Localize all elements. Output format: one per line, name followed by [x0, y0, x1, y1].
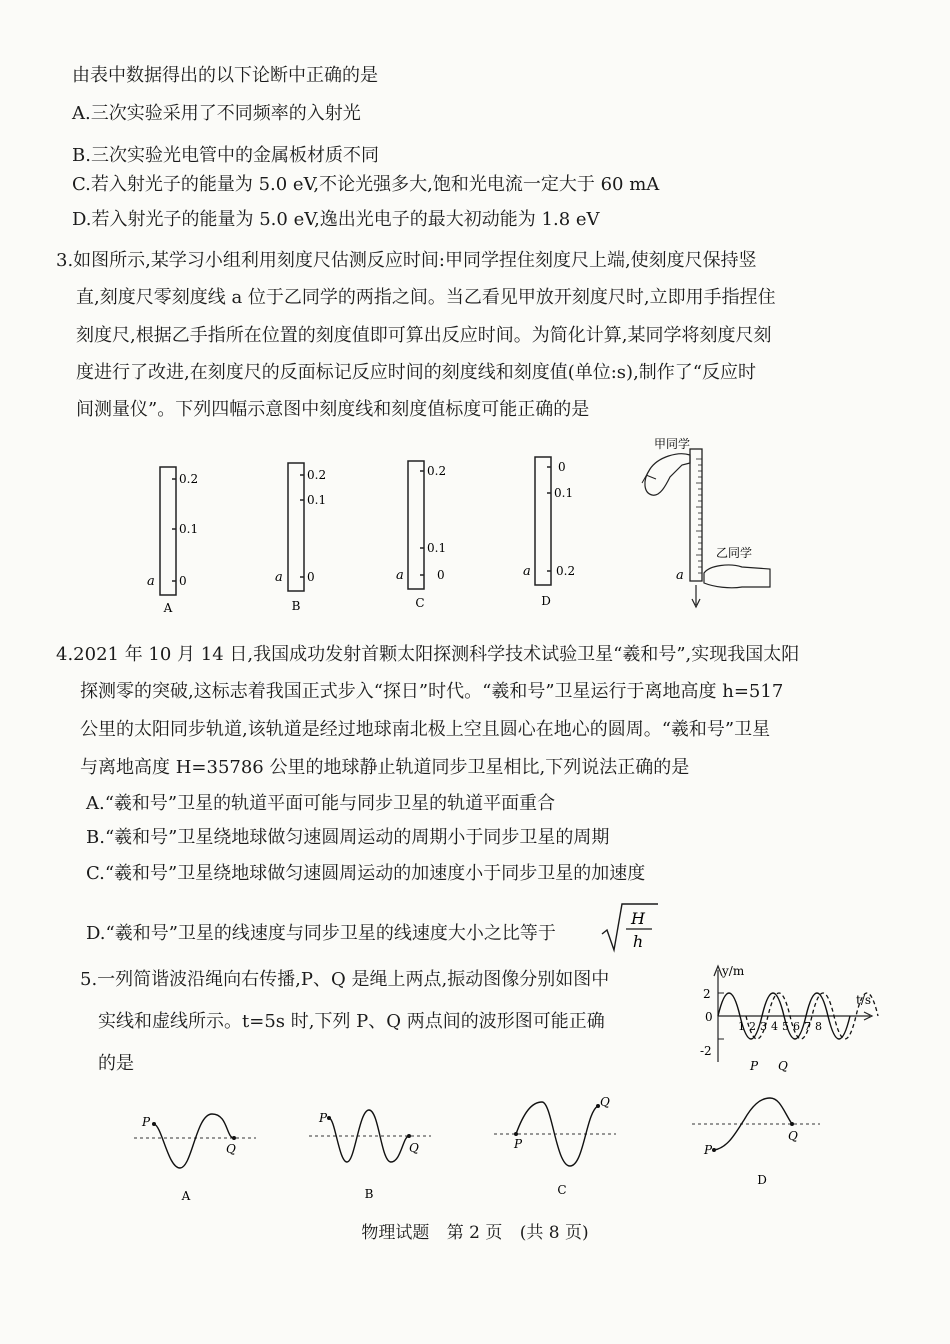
ruler-a-tick-mid: 0.1: [179, 522, 199, 536]
option-a-p: P: [142, 1115, 151, 1129]
option-c-p: P: [514, 1137, 523, 1151]
footer-subject: 物理试题: [361, 1223, 430, 1243]
ruler-b: [275, 463, 326, 613]
ruler-d-a-label: a: [523, 564, 531, 579]
q5-option-c-figure: [490, 1092, 620, 1202]
graph-t-tick-5: 5: [782, 1020, 789, 1033]
graph-y-tick-neg2: -2: [700, 1044, 712, 1058]
ruler-c-tick-top: 0.2: [427, 464, 447, 478]
q5-vibration-graph: [688, 958, 888, 1078]
ruler-d-tick-top: 0: [558, 460, 566, 474]
option-a-label: A: [181, 1189, 191, 1203]
option-a-q: Q: [226, 1142, 236, 1156]
q2-option-c: C.若入射光子的能量为 5.0 eV,不论光强多大,饱和光电流一定大于 60 mA: [72, 174, 660, 195]
ruler-a-a-label: a: [147, 574, 155, 589]
ruler-b-tick-bottom: 0: [307, 570, 315, 584]
ruler-d: [523, 457, 575, 608]
fraction-denominator: h: [632, 932, 644, 951]
q4-option-b: B.“羲和号”卫星绕地球做匀速圆周运动的周期小于同步卫星的周期: [86, 827, 610, 848]
ruler-d-label: D: [541, 594, 551, 608]
footer-total: (共 8 页): [519, 1223, 589, 1243]
ruler-b-tick-top: 0.2: [307, 468, 327, 482]
q5-option-d-figure: [688, 1092, 828, 1202]
ruler-c-tick-bottom: 0: [437, 568, 445, 582]
q4-line-1: 4.2021 年 10 月 14 日,我国成功发射首颗太阳探测科学技术试验卫星“羲和号”,实现我国太阳: [56, 644, 800, 665]
q4-sqrt-fraction: [600, 900, 660, 956]
q4-line-2: 探测零的突破,这标志着我国正式步入“探日”时代。“羲和号”卫星运行于离地高度 h=517: [80, 681, 784, 702]
graph-t-tick-7: 7: [804, 1020, 811, 1033]
q2-stem: 由表中数据得出的以下论断中正确的是: [72, 65, 378, 86]
graph-t-tick-4: 4: [771, 1020, 778, 1033]
graph-q-label: Q: [778, 1059, 788, 1073]
graph-t-tick-2: 2: [749, 1020, 756, 1033]
q3-line-4: 度进行了改进,在刻度尺的反面标记反应时间的刻度线和刻度值(单位:s),制作了“反应时: [76, 362, 756, 383]
q2-option-d: D.若入射光子的能量为 5.0 eV,逸出光电子的最大初动能为 1.8 eV: [72, 209, 600, 230]
q5-option-b-figure: [305, 1102, 435, 1202]
q3-line-1: 3.如图所示,某学习小组利用刻度尺估测反应时间:甲同学捏住刻度尺上端,使刻度尺保持竖: [56, 250, 757, 271]
option-b-label: B: [364, 1187, 374, 1201]
q3-line-5: 间测量仪”。下列四幅示意图中刻度线和刻度值标度可能正确的是: [76, 399, 590, 420]
q2-option-a: A.三次实验采用了不同频率的入射光: [72, 103, 361, 124]
ruler-c: [396, 461, 446, 610]
q4-line-4: 与离地高度 H=35786 公里的地球静止轨道同步卫星相比,下列说法正确的是: [80, 757, 690, 778]
ruler-a-label: A: [163, 601, 173, 615]
graph-y-label: y/m: [722, 964, 745, 978]
q5-option-a-figure: [130, 1108, 260, 1208]
option-c-q: Q: [600, 1095, 610, 1109]
q3-line-2: 直,刻度尺零刻度线 a 位于乙同学的两指之间。当乙看见甲放开刻度尺时,立即用手指捏住: [76, 287, 776, 308]
ruler-c-a-label: a: [396, 568, 404, 583]
option-d-label: D: [757, 1173, 767, 1187]
q5-line-1: 5.一列简谐波沿绳向右传播,P、Q 是绳上两点,振动图像分别如图中: [80, 969, 610, 990]
page-footer: [0, 1218, 950, 1243]
ruler-a-tick-bottom: 0: [179, 574, 187, 588]
q2-option-b: B.三次实验光电管中的金属板材质不同: [72, 145, 379, 166]
option-b-q: Q: [409, 1141, 419, 1155]
q3-figure: [130, 435, 790, 625]
ruler-d-tick-bottom: 0.2: [556, 564, 576, 578]
q5-line-2: 实线和虚线所示。t=5s 时,下列 P、Q 两点间的波形图可能正确: [98, 1011, 605, 1032]
q4-line-3: 公里的太阳同步轨道,该轨道是经过地球南北极上空且圆心在地心的圆周。“羲和号”卫星: [80, 719, 771, 740]
fraction-numerator: H: [631, 909, 645, 928]
option-b-p: P: [319, 1111, 328, 1125]
graph-t-label: t/s: [856, 993, 872, 1007]
graph-t-tick-1: 1: [738, 1020, 745, 1033]
footer-page: 第 2 页: [446, 1223, 503, 1243]
option-d-q: Q: [788, 1129, 798, 1143]
q4-option-a: A.“羲和号”卫星的轨道平面可能与同步卫星的轨道平面重合: [86, 793, 556, 814]
graph-t-tick-8: 8: [815, 1020, 822, 1033]
q3-line-3: 刻度尺,根据乙手指所在位置的刻度值即可算出反应时间。为简化计算,某同学将刻度尺刻: [76, 325, 772, 346]
q4-option-d: D.“羲和号”卫星的线速度与同步卫星的线速度大小之比等于: [86, 923, 556, 944]
ruler-b-tick-mid: 0.1: [307, 493, 327, 507]
ruler-a-tick-top: 0.2: [179, 472, 199, 486]
q4-option-c: C.“羲和号”卫星绕地球做匀速圆周运动的加速度小于同步卫星的加速度: [86, 863, 646, 884]
ruler-c-label: C: [415, 596, 425, 610]
graph-t-tick-6: 6: [793, 1020, 800, 1033]
ruler-d-tick-mid: 0.1: [554, 486, 574, 500]
q5-line-3: 的是: [98, 1053, 134, 1074]
graph-p-label: P: [750, 1059, 759, 1073]
person-bottom-label: 乙同学: [716, 546, 753, 560]
person-top-label: 甲同学: [654, 437, 691, 451]
ruler-a: [147, 467, 198, 615]
graph-y-tick-0: 0: [705, 1010, 713, 1024]
ruler-b-label: B: [291, 599, 301, 613]
option-c-label: C: [557, 1183, 567, 1197]
option-d-p: P: [704, 1143, 713, 1157]
reaction-time-illustration: [642, 437, 770, 607]
ruler-b-a-label: a: [275, 570, 283, 585]
graph-t-tick-3: 3: [760, 1020, 767, 1033]
graph-y-tick-2: 2: [703, 987, 711, 1001]
illustration-a-label: a: [676, 568, 684, 583]
ruler-c-tick-mid: 0.1: [427, 541, 447, 555]
